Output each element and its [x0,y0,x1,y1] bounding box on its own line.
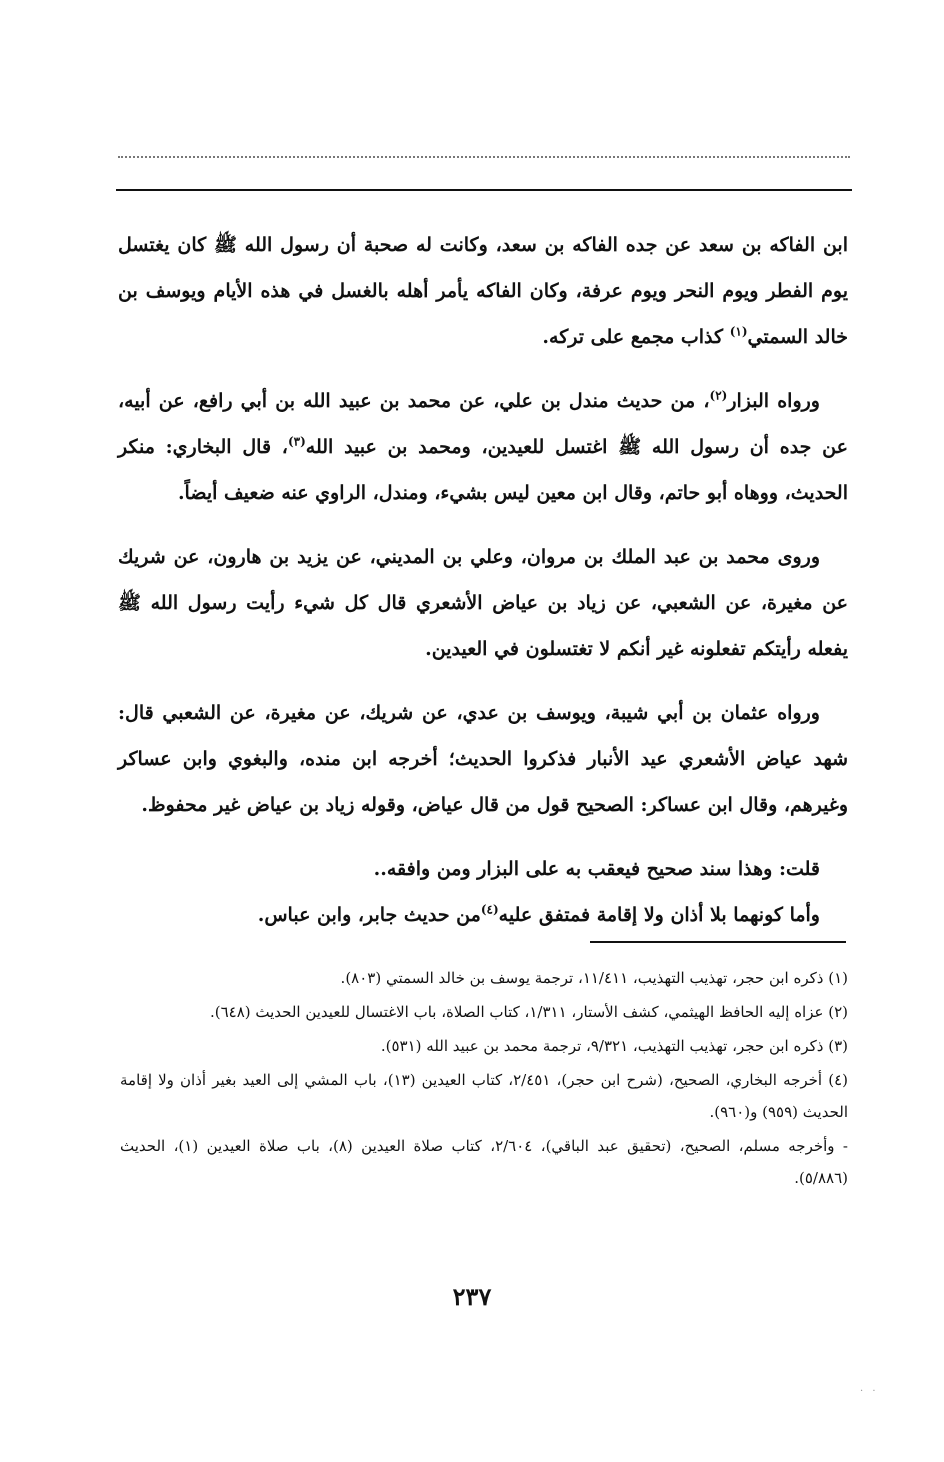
footnote-ref-3[interactable]: (٣) [287,434,306,449]
page-number: ٢٣٧ [452,1282,492,1311]
footnote-ref-2[interactable]: (٢) [709,388,728,403]
main-text [118,222,848,938]
scan-artifact: · · [860,1386,879,1397]
footnote-ref-4[interactable]: (٤) [480,902,499,917]
dotted-header-rule [118,156,850,158]
paragraph-3: وروى محمد بن عبد الملك بن مروان، وعلي بن المديني، عن يزيد بن هارون، عن شريك عن مغيرة، عن الشعبي، عن زياد بن عياض الأشعري قال كل شيء رأيت رسول الله ﷺ يفعله رأيتكم تفعلونه غير أنكم لا تغتسلون في العيدين. [118,546,848,660]
paragraph-6: وأما كونهما بلا أذان ولا إقامة فمتفق عليه$^{(٤)}$من حديث جابر، وابن عباس. [257,902,820,926]
footnote-4-continuation: - وأخرجه مسلم، الصحيح، (تحقيق عبد الباقي)، ٢/٦٠٤، كتاب صلاة العيدين (٨)، باب صلاة العيدين (١)، الحديث (٥/٨٨٦). [120,1137,848,1187]
footnote-2: (٢) عزاه إليه الحافظ الهيثمي، كشف الأستار، ١/٣١١، كتاب الصلاة، باب الاغتسال للعيدين الحديث (٦٤٨). [209,1003,848,1021]
footnote-ref-1[interactable]: (١) [729,324,748,339]
header-rule [116,189,852,191]
paragraph-4: ورواه عثمان بن أبي شيبة، ويوسف بن عدي، عن شريك، عن مغيرة، عن الشعبي قال: شهد عياض الأشعري عيد الأنبار فذكروا الحديث؛ أخرجه ابن منده، والبغوي وابن عساكر وغيرهم، وقال ابن عساكر: الصحيح قول من قال عياض، وقوله زياد بن عياض غير محفوظ. [118,702,848,816]
paragraph-2: ورواه البزار$^{(٢)}$، من حديث مندل بن علي، عن محمد بن عبيد الله بن أبي رافع، عن أبيه، عن جده أن رسول الله ﷺ اغتسل للعيدين، ومحمد بن عبيد الله$^{(٣)}$، قال البخاري: منكر الحديث، ووهاه أبو حاتم، وقال ابن معين ليس بشيء، ومندل، الراوي عنه ضعيف أيضاً. [118,388,848,504]
footnote-separator [590,941,846,943]
footnote-1: (١) ذكره ابن حجر، تهذيب التهذيب، ١١/٤١١، ترجمة يوسف بن خالد السمتي (٨٠٣). [340,969,848,987]
footnote-4: (٤) أخرجه البخاري، الصحيح، (شرح ابن حجر)، ٢/٤٥١، كتاب العيدين (١٣)، باب المشي إلى العيد بغير أذان ولا إقامة الحديث (٩٥٩) و(٩٦٠). [120,1071,849,1121]
footnotes [120,962,848,1196]
paragraph-1: ابن الفاكه بن سعد عن جده الفاكه بن سعد، وكانت له صحبة أن رسول الله ﷺ كان يغتسل يوم الفطر ويوم النحر ويوم عرفة، وكان الفاكه يأمر أهله بالغسل في هذه الأيام ويوسف بن خالد السمتي$^{(١)}$ كذاب مجمع على تركه. [118,234,848,348]
paragraph-5: قلت: وهذا سند صحيح فيعقب به على البزار ومن وافقه.. [373,858,820,880]
footnote-3: (٣) ذكره ابن حجر، تهذيب التهذيب، ٩/٣٢١، ترجمة محمد بن عبيد الله (٥٣١). [380,1037,848,1055]
